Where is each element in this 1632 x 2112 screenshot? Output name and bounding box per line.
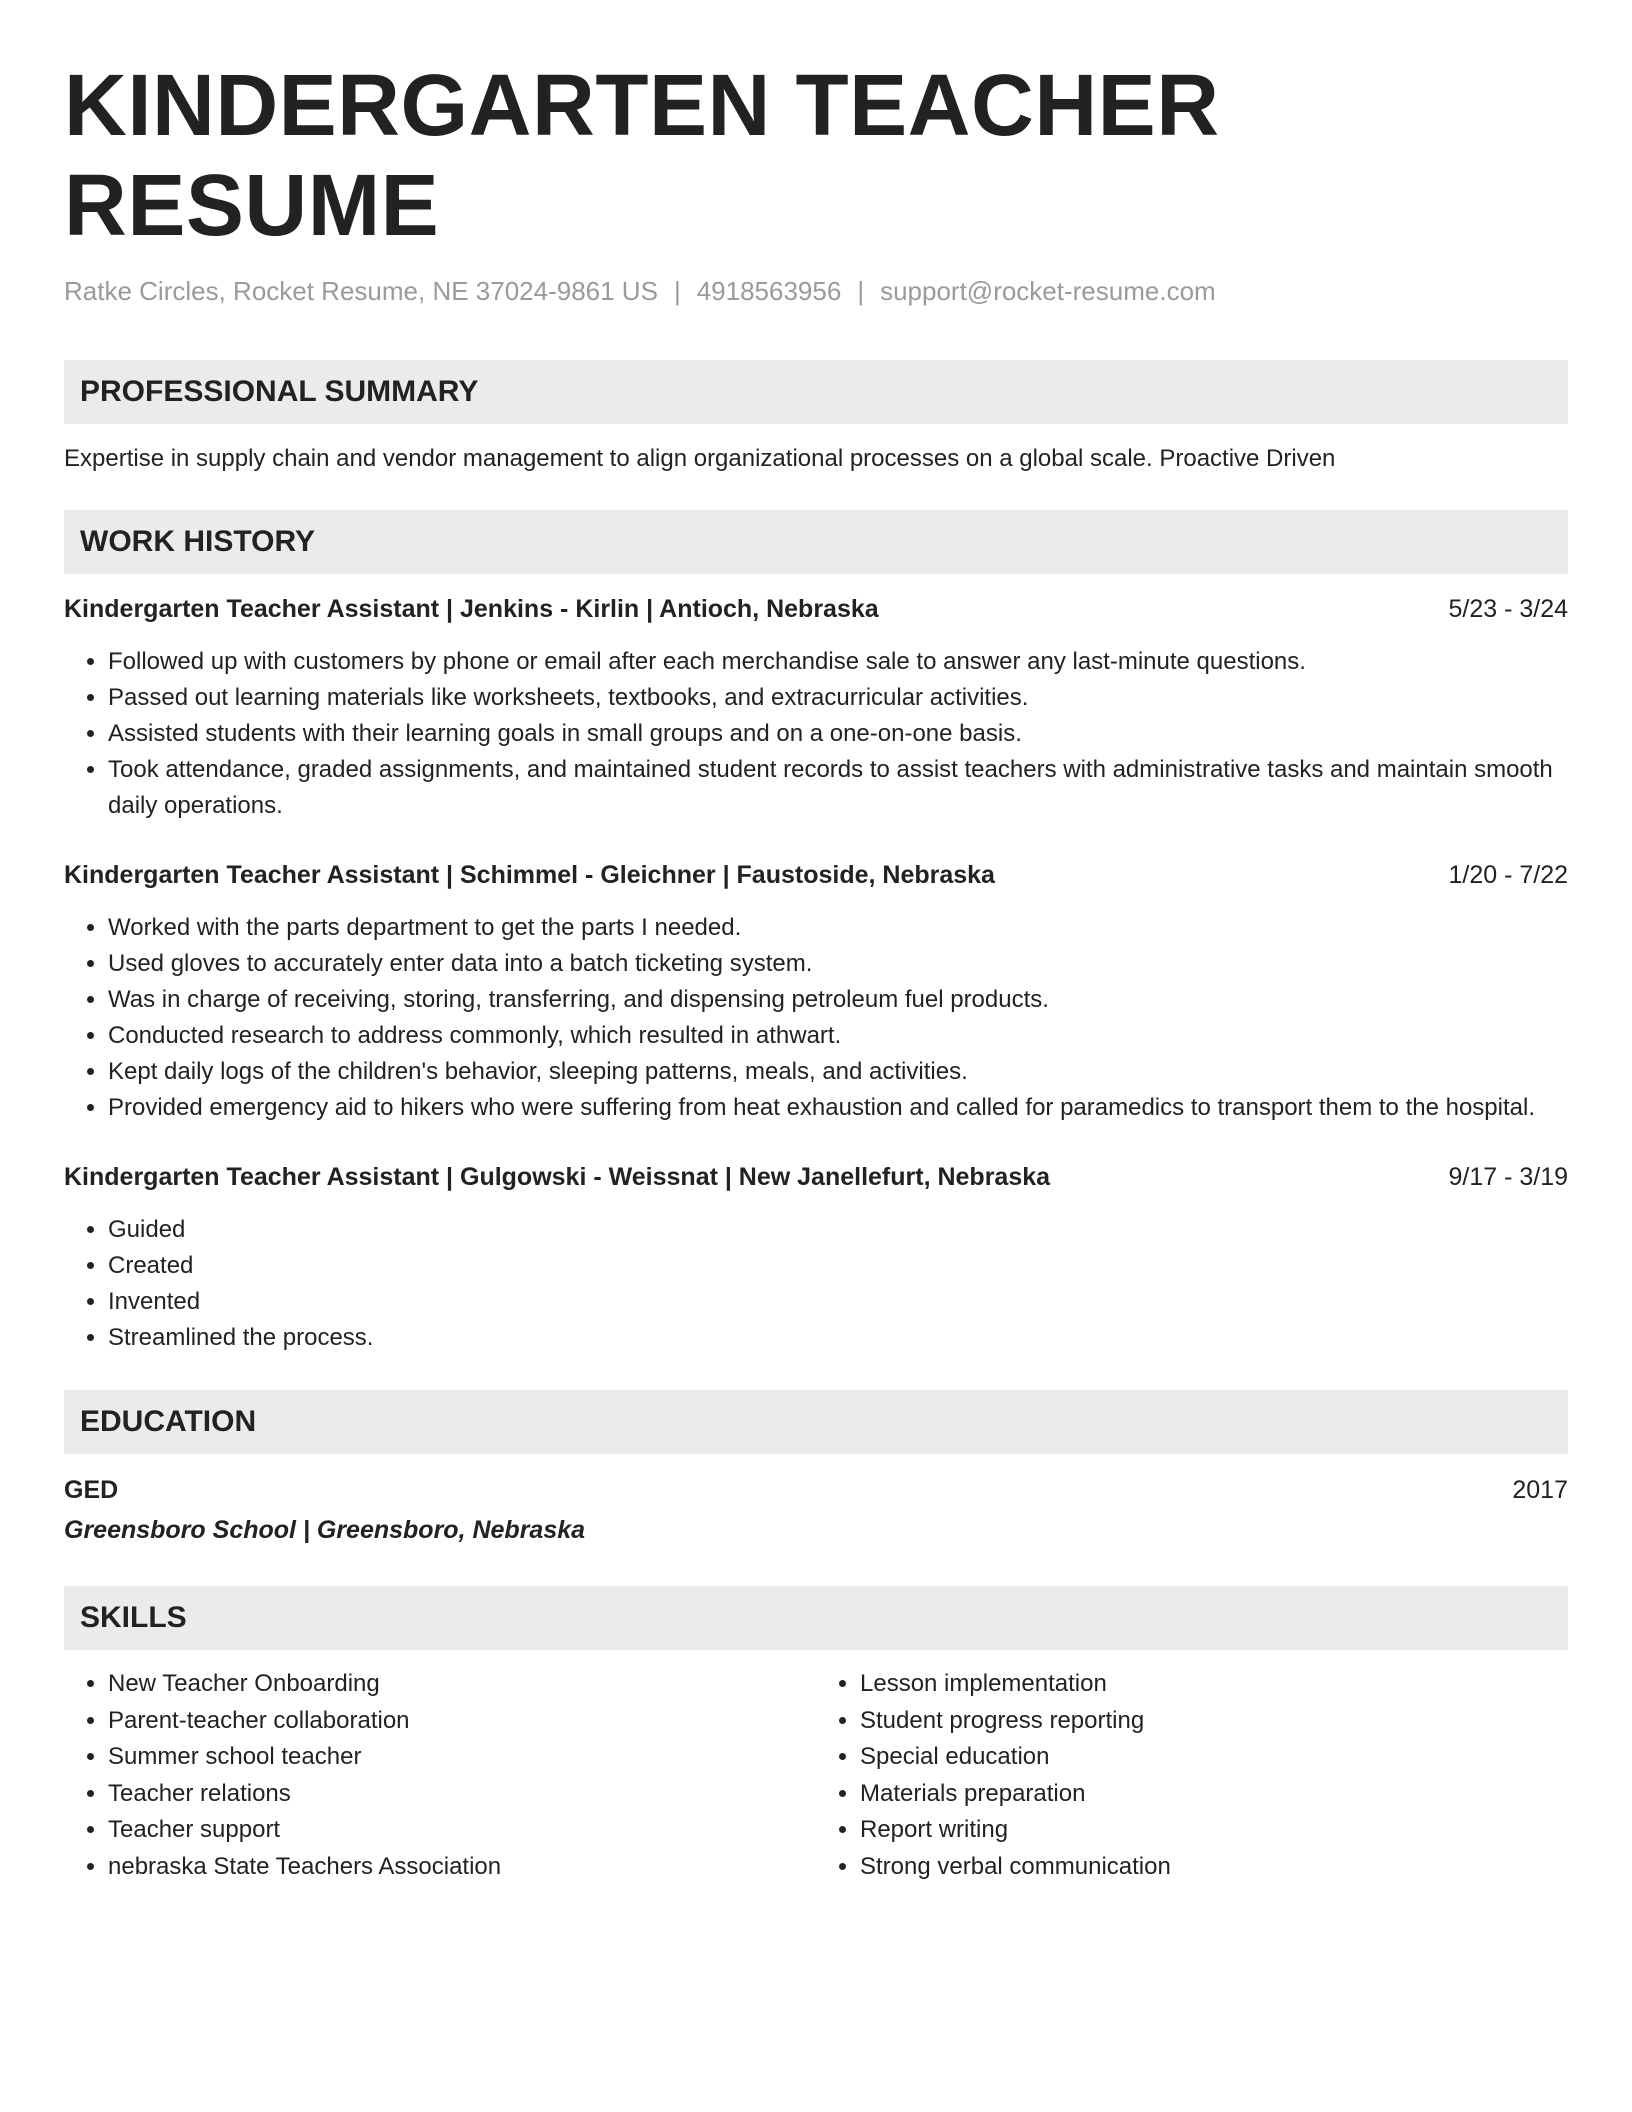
job-header <box>64 858 1568 892</box>
education-entry <box>64 1472 1568 1508</box>
job-bullets <box>64 910 1568 1126</box>
job-header <box>64 592 1568 626</box>
contact-separator: | <box>857 276 865 306</box>
skills-right-column <box>816 1666 1568 1885</box>
job-entry <box>64 1160 1568 1356</box>
contact-line <box>64 274 1568 308</box>
skill-item: • Special education <box>860 1739 1568 1776</box>
skills-columns <box>64 1666 1568 1885</box>
job-bullet: • Used gloves to accurately enter data into a batch ticketing system. <box>108 946 1568 982</box>
job-bullets <box>64 644 1568 824</box>
skill-item: • Strong verbal communication <box>860 1849 1568 1886</box>
skill-item: • Student progress reporting <box>860 1703 1568 1740</box>
job-bullet: • Was in charge of receiving, storing, transferring, and dispensing petroleum fuel products. <box>108 982 1568 1018</box>
job-entry <box>64 592 1568 824</box>
work-history-list <box>64 592 1568 1356</box>
job-title: Kindergarten Teacher Assistant | Jenkins - Kirlin | Antioch, Nebraska <box>64 595 879 623</box>
skill-item: • Lesson implementation <box>860 1666 1568 1703</box>
skills-left-column <box>64 1666 816 1885</box>
summary-heading: PROFESSIONAL SUMMARY <box>64 360 1568 424</box>
job-bullet: • Streamlined the process. <box>108 1320 1568 1356</box>
job-title: Kindergarten Teacher Assistant | Gulgowski - Weissnat | New Janellefurt, Nebraska <box>64 1163 1051 1191</box>
skill-item: • nebraska State Teachers Association <box>108 1849 816 1886</box>
job-bullet: • Conducted research to address commonly, which resulted in athwart. <box>108 1018 1568 1054</box>
education-heading: EDUCATION <box>64 1390 1568 1454</box>
job-bullet: • Followed up with customers by phone or email after each merchandise sale to answer any last-minute questions. <box>108 644 1568 680</box>
resume-title: KINDERGARTEN TEACHER RESUME <box>64 57 1220 254</box>
job-bullets <box>64 1212 1568 1356</box>
job-bullet: • Worked with the parts department to get the parts I needed. <box>108 910 1568 946</box>
skill-item: • New Teacher Onboarding <box>108 1666 816 1703</box>
contact-address: Ratke Circles, Rocket Resume, NE 37024-9861 US <box>64 276 658 306</box>
skill-item: • Materials preparation <box>860 1776 1568 1813</box>
job-bullet: • Kept daily logs of the children's behavior, sleeping patterns, meals, and activities. <box>108 1054 1568 1090</box>
job-bullet: • Guided <box>108 1212 1568 1248</box>
job-bullet: • Passed out learning materials like worksheets, textbooks, and extracurricular activities. <box>108 680 1568 716</box>
skill-item: • Teacher support <box>108 1812 816 1849</box>
job-bullet: • Created <box>108 1248 1568 1284</box>
skill-item: • Teacher relations <box>108 1776 816 1813</box>
education-school: Greensboro School | Greensboro, Nebraska <box>64 1516 586 1544</box>
contact-email: support@rocket-resume.com <box>880 276 1216 306</box>
job-dates: 1/20 - 7/22 <box>1448 861 1568 889</box>
summary-text: Expertise in supply chain and vendor management to align organizational processes on a global scale. Proactive Driven <box>64 445 1336 472</box>
job-dates: 9/17 - 3/19 <box>1448 1163 1568 1191</box>
skills-heading: SKILLS <box>64 1586 1568 1650</box>
job-header <box>64 1160 1568 1194</box>
education-degree: GED <box>64 1476 119 1504</box>
contact-separator: | <box>673 276 681 306</box>
job-bullet: • Provided emergency aid to hikers who were suffering from heat exhaustion and called for paramedics to transport them to the hospital. <box>108 1090 1568 1126</box>
work-history-heading: WORK HISTORY <box>64 510 1568 574</box>
job-title: Kindergarten Teacher Assistant | Schimmel - Gleichner | Faustoside, Nebraska <box>64 861 995 889</box>
skill-item: • Summer school teacher <box>108 1739 816 1776</box>
contact-phone: 4918563956 <box>696 276 842 306</box>
job-bullet: • Invented <box>108 1284 1568 1320</box>
skill-item: • Report writing <box>860 1812 1568 1849</box>
job-entry <box>64 858 1568 1126</box>
job-bullet: • Took attendance, graded assignments, and maintained student records to assist teachers with administrative tasks and maintain smooth daily operations. <box>108 752 1568 824</box>
education-year: 2017 <box>1512 1476 1568 1504</box>
job-bullet: • Assisted students with their learning goals in small groups and on a one-on-one basis. <box>108 716 1568 752</box>
job-dates: 5/23 - 3/24 <box>1448 595 1568 623</box>
skill-item: • Parent-teacher collaboration <box>108 1703 816 1740</box>
